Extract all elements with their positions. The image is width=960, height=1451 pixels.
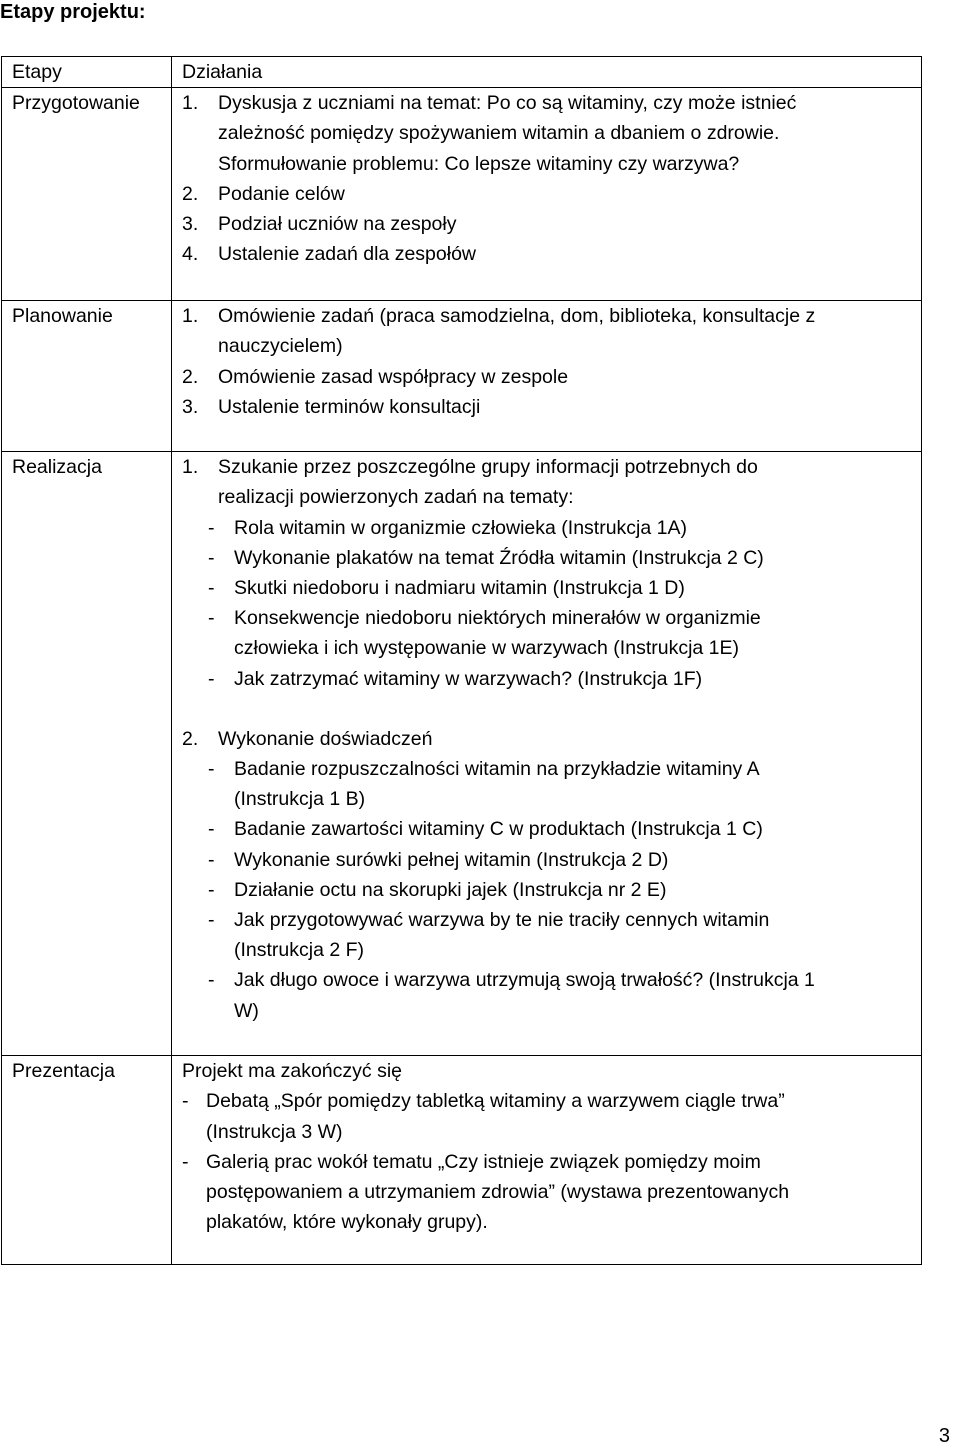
item-number: 1. bbox=[182, 456, 199, 479]
dash-marker: - bbox=[182, 1090, 189, 1113]
item-number: 2. bbox=[182, 727, 199, 750]
item-number: 4. bbox=[182, 243, 199, 266]
item-number: 1. bbox=[182, 92, 199, 115]
item-line: Konsekwencje niedoboru niektórych minerałów w organizmie bbox=[234, 607, 761, 630]
dash-marker: - bbox=[182, 1150, 189, 1173]
item-line: Badanie zawartości witaminy C w produktach (Instrukcja 1 C) bbox=[234, 818, 763, 841]
item-number: 1. bbox=[182, 305, 199, 328]
dash-marker: - bbox=[208, 667, 215, 690]
dash-marker: - bbox=[208, 607, 215, 630]
sub-list-item bbox=[182, 543, 915, 573]
table-row-presentation bbox=[2, 1056, 922, 1265]
presentation-intro: Projekt ma zakończyć się bbox=[182, 1060, 402, 1083]
item-line: Skutki niedoboru i nadmiaru witamin (Instrukcja 1 D) bbox=[234, 577, 685, 600]
sub-list-item bbox=[182, 573, 915, 603]
page-title: Etapy projektu: bbox=[0, 1, 146, 23]
item-line: Ustalenie terminów konsultacji bbox=[218, 395, 481, 418]
item-line: Dyskusja z uczniami na temat: Po co są witaminy, czy może istnieć bbox=[218, 92, 797, 115]
sub-list-item bbox=[182, 905, 915, 965]
item-line: Szukanie przez poszczególne grupy informacji potrzebnych do bbox=[218, 456, 758, 479]
sub-list-item bbox=[182, 603, 915, 663]
list-item bbox=[182, 452, 915, 512]
list-item bbox=[182, 724, 915, 754]
item-number: 2. bbox=[182, 365, 199, 388]
stage-label-planning: Planowanie bbox=[2, 301, 172, 452]
item-line: człowieka i ich występowanie w warzywach (Instrukcja 1E) bbox=[234, 637, 740, 660]
dash-marker: - bbox=[208, 577, 215, 600]
item-line: (Instrukcja 2 F) bbox=[234, 939, 365, 962]
item-line: Ustalenie zadań dla zespołów bbox=[218, 243, 476, 266]
dash-marker: - bbox=[208, 878, 215, 901]
item-line: Wykonanie plakatów na temat Źródła witamin (Instrukcja 2 C) bbox=[234, 546, 764, 569]
list-item bbox=[182, 179, 915, 209]
sub-list-item bbox=[182, 965, 915, 1025]
item-line: Wykonanie doświadczeń bbox=[218, 727, 433, 750]
table-row-preparation bbox=[2, 88, 922, 301]
sub-list-item bbox=[182, 875, 915, 905]
item-line: Galerią prac wokół tematu „Czy istnieje związek pomiędzy moim bbox=[206, 1150, 761, 1173]
project-stages-table bbox=[1, 56, 922, 1265]
item-line: Wykonanie surówki pełnej witamin (Instrukcja 2 D) bbox=[234, 848, 669, 871]
item-line: Omówienie zasad współpracy w zespole bbox=[218, 365, 569, 388]
item-line: realizacji powierzonych zadań na tematy: bbox=[218, 486, 574, 509]
sub-list-item bbox=[182, 845, 915, 875]
sub-list-item bbox=[182, 754, 915, 814]
sub-list-item bbox=[182, 814, 915, 844]
spacer bbox=[182, 694, 915, 724]
table-header-row bbox=[2, 57, 922, 88]
dash-marker: - bbox=[208, 848, 215, 871]
table-row-planning bbox=[2, 301, 922, 452]
list-item bbox=[182, 88, 915, 179]
item-line: Podział uczniów na zespoły bbox=[218, 213, 457, 236]
actions-realization bbox=[172, 452, 922, 1056]
sub-list-item bbox=[182, 664, 915, 694]
item-line: Badanie rozpuszczalności witamin na przykładzie witaminy A bbox=[234, 758, 760, 781]
dash-marker: - bbox=[208, 969, 215, 992]
sub-list-item bbox=[182, 1147, 915, 1238]
item-line: Sformułowanie problemu: Co lepsze witaminy czy warzywa? bbox=[218, 152, 740, 175]
list-item bbox=[182, 239, 915, 269]
dash-marker: - bbox=[208, 909, 215, 932]
item-number: 3. bbox=[182, 213, 199, 236]
item-line: Rola witamin w organizmie człowieka (Instrukcja 1A) bbox=[234, 516, 687, 539]
stage-label-realization: Realizacja bbox=[2, 452, 172, 1056]
list-item bbox=[182, 301, 915, 361]
dash-marker: - bbox=[208, 758, 215, 781]
item-line: Działanie octu na skorupki jajek (Instrukcja nr 2 E) bbox=[234, 878, 667, 901]
actions-preparation bbox=[172, 88, 922, 301]
list-item bbox=[182, 209, 915, 239]
item-line: Debatą „Spór pomiędzy tabletką witaminy a warzywem ciągle trwa” bbox=[206, 1090, 785, 1113]
sub-list-item bbox=[182, 1086, 915, 1146]
list-item bbox=[182, 362, 915, 392]
table-row-realization bbox=[2, 452, 922, 1056]
item-line: Jak przygotowywać warzywa by te nie traciły cennych witamin bbox=[234, 909, 770, 932]
item-number: 2. bbox=[182, 182, 199, 205]
dash-marker: - bbox=[208, 516, 215, 539]
item-line: Podanie celów bbox=[218, 182, 345, 205]
item-line: Jak zatrzymać witaminy w warzywach? (Instrukcja 1F) bbox=[234, 667, 703, 690]
dash-marker: - bbox=[208, 546, 215, 569]
header-stage: Etapy bbox=[2, 57, 172, 88]
actions-presentation bbox=[172, 1056, 922, 1265]
item-line: plakatów, które wykonały grupy). bbox=[206, 1211, 488, 1234]
item-line: (Instrukcja 3 W) bbox=[206, 1120, 343, 1143]
sub-list-item bbox=[182, 513, 915, 543]
item-number: 3. bbox=[182, 395, 199, 418]
item-line: postępowaniem a utrzymaniem zdrowia” (wystawa prezentowanych bbox=[206, 1181, 790, 1204]
page-number: 3 bbox=[938, 1425, 950, 1447]
item-line: (Instrukcja 1 B) bbox=[234, 788, 366, 811]
item-line: Jak długo owoce i warzywa utrzymują swoją trwałość? (Instrukcja 1 bbox=[234, 969, 815, 992]
list-item bbox=[182, 392, 915, 422]
stage-label-preparation: Przygotowanie bbox=[2, 88, 172, 301]
dash-marker: - bbox=[208, 818, 215, 841]
item-line: nauczycielem) bbox=[218, 335, 343, 358]
stage-label-presentation: Prezentacja bbox=[2, 1056, 172, 1265]
item-line: Omówienie zadań (praca samodzielna, dom, biblioteka, konsultacje z bbox=[218, 305, 816, 328]
item-line: W) bbox=[234, 999, 259, 1022]
item-line: zależność pomiędzy spożywaniem witamin a dbaniem o zdrowie. bbox=[218, 122, 780, 145]
actions-planning bbox=[172, 301, 922, 452]
header-actions: Działania bbox=[172, 57, 922, 88]
